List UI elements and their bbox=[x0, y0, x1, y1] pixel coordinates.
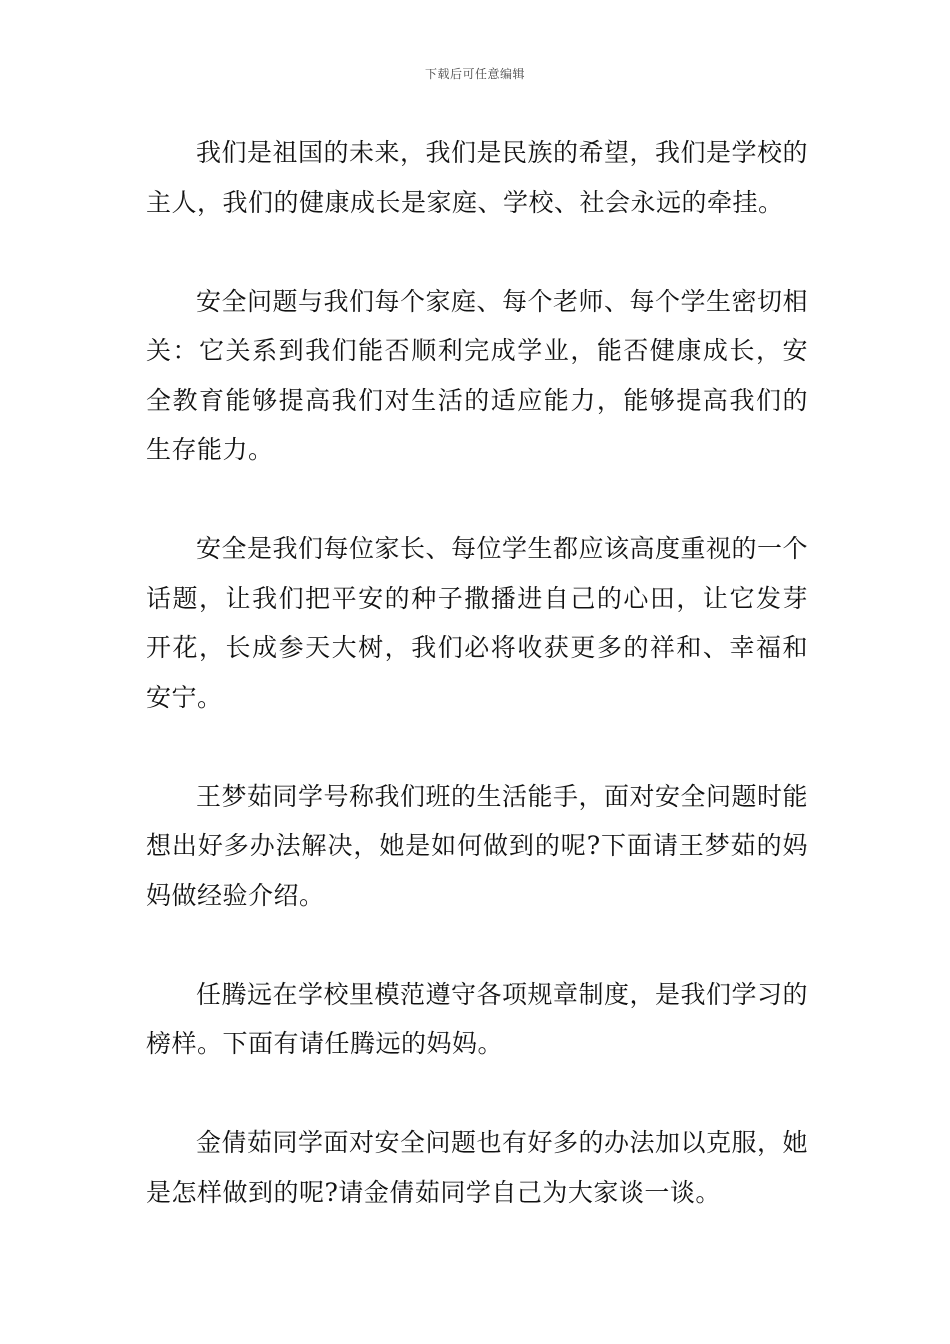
paragraph-4: 王梦茹同学号称我们班的生活能手，面对安全问题时能想出好多办法解决，她是如何做到的呢?下面请王梦茹的妈妈做经验介绍。 bbox=[146, 781, 809, 910]
header-note: 下载后可任意编辑 bbox=[424, 67, 525, 81]
paragraph-1: 我们是祖国的未来，我们是民族的希望，我们是学校的主人，我们的健康成长是家庭、学校、社会永远的牵挂。 bbox=[146, 138, 809, 217]
paragraph-2: 安全问题与我们每个家庭、每个老师、每个学生密切相关：它关系到我们能否顺利完成学业，能否健康成长，安全教育能够提高我们对生活的适应能力，能够提高我们的生存能力。 bbox=[146, 286, 809, 464]
document-body bbox=[146, 128, 808, 1217]
paragraph-spacer bbox=[146, 1069, 808, 1119]
paragraph-5: 任腾远在学校里模范遵守各项规章制度，是我们学习的榜样。下面有请任腾远的妈妈。 bbox=[146, 979, 809, 1058]
paragraph-spacer bbox=[146, 475, 808, 525]
paragraph-spacer bbox=[146, 227, 808, 277]
paragraph-spacer bbox=[146, 920, 808, 970]
paragraph-3: 安全是我们每位家长、每位学生都应该高度重视的一个话题，让我们把平安的种子撒播进自己的心田，让它发芽开花，长成参天大树，我们必将收获更多的祥和、幸福和安宁。 bbox=[146, 534, 809, 712]
paragraph-spacer bbox=[146, 722, 808, 772]
paragraph-6: 金倩茹同学面对安全问题也有好多的办法加以克服，她是怎样做到的呢?请金倩茹同学自己为大家谈一谈。 bbox=[146, 1128, 809, 1207]
